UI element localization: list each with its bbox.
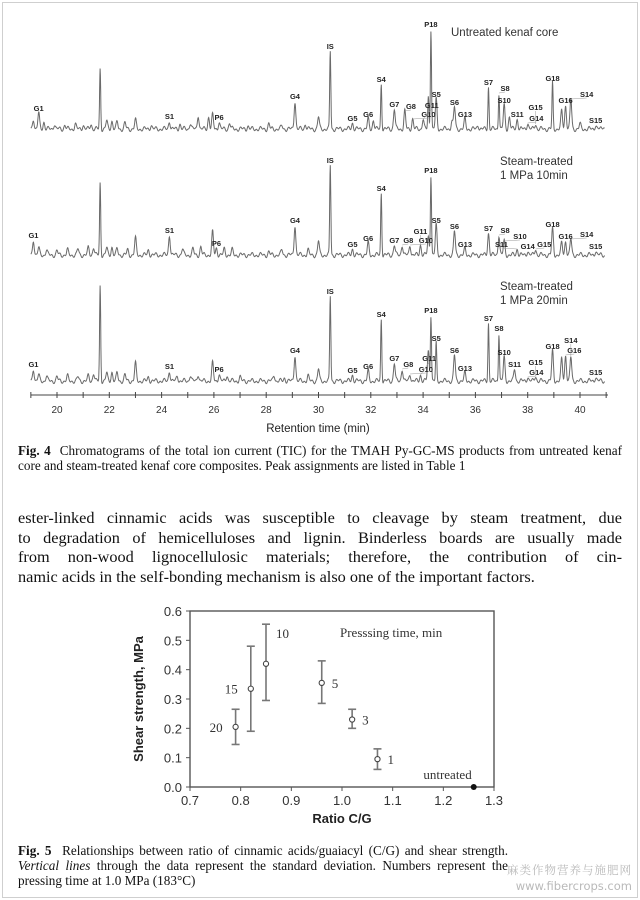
- peak-label: IS: [326, 156, 334, 165]
- figure-4-caption-label: Fig. 4: [18, 443, 51, 458]
- x-tick-label: 40: [574, 405, 586, 416]
- data-point: [350, 717, 355, 722]
- y-tick-label: 0.3: [163, 692, 182, 707]
- peak-label: G11: [422, 354, 437, 363]
- peak-label: G7: [389, 354, 400, 363]
- figure-5-caption: [18, 843, 508, 888]
- peak-label: G5: [347, 114, 358, 123]
- point-label: 1: [387, 752, 394, 768]
- peak-label: G1: [28, 360, 39, 369]
- peak-label: IS: [326, 42, 334, 51]
- peak-label: S14: [564, 336, 578, 345]
- legend-title: Presssing time, min: [340, 625, 443, 640]
- chromatogram-title: 1 MPa 10min: [500, 170, 568, 182]
- x-tick-label: 24: [156, 405, 168, 416]
- peak-label: G8: [403, 360, 414, 369]
- peak-label: S1: [164, 112, 175, 121]
- figure-5-scatter: [0, 595, 640, 840]
- peak-label: S10: [513, 232, 527, 241]
- x-tick-label: 0.7: [180, 793, 200, 808]
- x-tick-label: 34: [417, 405, 429, 416]
- peak-label: G18: [545, 342, 560, 351]
- peak-label: G18: [545, 220, 560, 229]
- peak-label: G7: [389, 236, 400, 245]
- figure-5-caption-text-1: Relationships between ratio of cinnamic acids/guaiacyl (C/G) and shear strength.: [62, 843, 508, 858]
- peak-label: P18: [424, 166, 438, 175]
- figure-4-caption: [18, 443, 622, 473]
- point-label: 10: [276, 626, 289, 642]
- peak-label: G13: [457, 240, 473, 249]
- figure-5-caption-label: Fig. 5: [18, 843, 52, 858]
- peak-label: S10: [497, 348, 511, 357]
- peak-label: S6: [449, 346, 460, 355]
- data-point-group: [348, 709, 369, 728]
- peak-label: G6: [363, 234, 374, 243]
- chromatogram-title: Steam-treated: [500, 156, 573, 168]
- peak-label: S5: [431, 216, 441, 225]
- peak-label: S10: [497, 96, 511, 105]
- peak-label: G10: [421, 110, 436, 119]
- peak-label: G6: [363, 110, 374, 119]
- x-tick-label: 20: [51, 405, 63, 416]
- untreated-point: [471, 784, 477, 790]
- data-point-group: [373, 749, 394, 770]
- x-tick-label: 30: [312, 405, 325, 416]
- chromatogram-panel: [28, 281, 604, 384]
- chromatogram-title: Untreated kenaf core: [451, 27, 559, 39]
- data-point: [375, 757, 380, 762]
- x-tick-label: 38: [522, 405, 534, 416]
- peak-label: S4: [376, 184, 386, 193]
- y-tick-label: 0.0: [163, 780, 182, 795]
- peak-label: G11: [413, 227, 428, 236]
- peak-label: P6: [214, 113, 224, 122]
- peak-label: P18: [424, 20, 438, 29]
- x-tick-label: 0.8: [231, 793, 250, 808]
- peak-label: S6: [449, 222, 460, 231]
- figure-4-caption-text: Chromatograms of the total ion current (TIC) for the TMAH Py-GC-MS products from untreated kenaf core and steam-treated kenaf core composites. Peak assignments are listed in Table 1: [18, 443, 622, 473]
- peak-label: S11: [508, 360, 522, 369]
- peak-label: S15: [589, 116, 603, 125]
- x-tick-label: 28: [260, 405, 272, 416]
- peak-label: G4: [289, 92, 300, 101]
- peak-label: S15: [589, 368, 603, 377]
- peak-label: G4: [289, 216, 300, 225]
- peak-label: G15: [528, 103, 543, 112]
- peak-label: G16: [558, 96, 573, 105]
- peak-label: G8: [403, 236, 414, 245]
- point-label: 15: [224, 681, 238, 697]
- peak-label: G18: [545, 74, 560, 83]
- peak-label: P18: [424, 306, 438, 315]
- figure-5-caption-italic: Vertical lines: [18, 858, 91, 873]
- peak-label: S14: [579, 90, 594, 99]
- peak-label: G15: [528, 358, 543, 367]
- peak-label: G7: [389, 100, 400, 109]
- chromatogram-panel: [28, 156, 604, 258]
- peak-label: S6: [449, 98, 460, 107]
- y-tick-label: 0.2: [163, 721, 182, 737]
- peak-label: G15: [537, 240, 552, 249]
- point-label: 5: [331, 675, 339, 691]
- peak-label: G14: [529, 114, 544, 123]
- body-paragraph: [18, 508, 622, 586]
- x-tick-label: 22: [103, 405, 115, 416]
- data-point: [233, 724, 238, 729]
- data-point: [319, 680, 324, 685]
- peak-label: S8: [494, 324, 504, 333]
- point-label: 3: [362, 712, 369, 728]
- data-point-group: [262, 624, 289, 700]
- chromatogram-panel: [31, 20, 605, 132]
- untreated-label: untreated: [423, 767, 472, 782]
- peak-label: G10: [418, 236, 433, 245]
- point-label: 20: [209, 719, 223, 735]
- chromatogram-title: 1 MPa 20min: [500, 295, 568, 307]
- figure-4-chromatograms: [0, 0, 640, 440]
- peak-label: G16: [567, 346, 582, 355]
- peak-label: P6: [211, 239, 222, 248]
- peak-label: G5: [347, 240, 358, 249]
- x-axis: [31, 392, 608, 435]
- peak-label: S14: [579, 230, 594, 239]
- x-tick-label: 0.9: [282, 793, 301, 808]
- x-tick-label: 1.0: [332, 793, 352, 808]
- y-tick-label: 0.6: [163, 604, 182, 619]
- x-tick-label: 1.1: [383, 793, 402, 808]
- peak-label: S4: [376, 310, 386, 319]
- peak-label: G4: [289, 346, 300, 355]
- peak-label: S8: [500, 84, 510, 93]
- body-line: ester-linked cinnamic acids was susceptible to cleavage by steam treatment, due: [18, 508, 622, 527]
- peak-label: S7: [483, 314, 494, 323]
- peak-label: S1: [164, 362, 175, 371]
- peak-label: S5: [431, 334, 441, 343]
- x-tick-label: 36: [469, 405, 481, 416]
- peak-label: S4: [376, 75, 386, 84]
- body-line: to degradation of hemicelluloses and lignin. Binderless boards are usually made: [18, 527, 622, 547]
- body-line: from non-wood lignocellulosic materials; therefore, the contribution of cin-: [18, 547, 622, 566]
- peak-label: S8: [500, 226, 510, 235]
- data-point-group: [210, 709, 240, 744]
- peak-label: G10: [418, 365, 433, 374]
- peak-label: S15: [589, 242, 603, 251]
- y-tick-label: 0.1: [163, 750, 182, 766]
- y-tick-label: 0.5: [163, 633, 182, 649]
- x-tick-label: 26: [208, 405, 220, 416]
- peak-label: G14: [529, 368, 544, 377]
- peak-label: S7: [483, 224, 494, 233]
- peak-label: S7: [483, 78, 494, 87]
- peak-label: G1: [28, 231, 39, 240]
- x-tick-label: 1.3: [484, 793, 504, 808]
- peak-label: IS: [326, 287, 334, 296]
- peak-label: G13: [457, 110, 473, 119]
- watermark-url: www.fibercrops.com: [515, 879, 632, 893]
- data-point: [248, 686, 253, 691]
- peak-label: G5: [347, 366, 358, 375]
- figure-5-caption-text-2: through the data represent the standard deviation. Numbers represent the pressing time at 1.0 MPa (183°C): [18, 858, 508, 888]
- data-point-group: [318, 661, 339, 704]
- x-axis-title: Ratio C/G: [312, 811, 372, 826]
- y-tick-label: 0.4: [163, 662, 182, 678]
- watermark-chinese: 麻类作物营养与施肥网: [507, 863, 632, 877]
- peak-label: G1: [33, 104, 44, 113]
- peak-label: G8: [405, 102, 416, 111]
- peak-label: P6: [214, 365, 224, 374]
- peak-label: S11: [494, 240, 508, 249]
- data-point-group: [225, 646, 255, 731]
- peak-label: G11: [424, 101, 439, 110]
- x-tick-label: 32: [365, 405, 377, 416]
- peak-label: S1: [164, 226, 175, 235]
- chromatogram-title: Steam-treated: [500, 281, 573, 293]
- peak-label: S5: [431, 90, 441, 99]
- peak-label: G13: [457, 364, 473, 373]
- x-axis-title: Retention time (min): [266, 423, 370, 435]
- peak-label: G16: [558, 232, 573, 241]
- body-line: namic acids in the self-bonding mechanism is also one of the important factors.: [18, 566, 535, 586]
- y-axis-title: Shear strength, MPa: [131, 636, 146, 762]
- x-tick-label: 1.2: [434, 793, 453, 808]
- data-point: [263, 661, 268, 666]
- peak-label: G14: [520, 242, 535, 251]
- peak-label: G6: [363, 362, 374, 371]
- peak-label: S11: [510, 110, 524, 119]
